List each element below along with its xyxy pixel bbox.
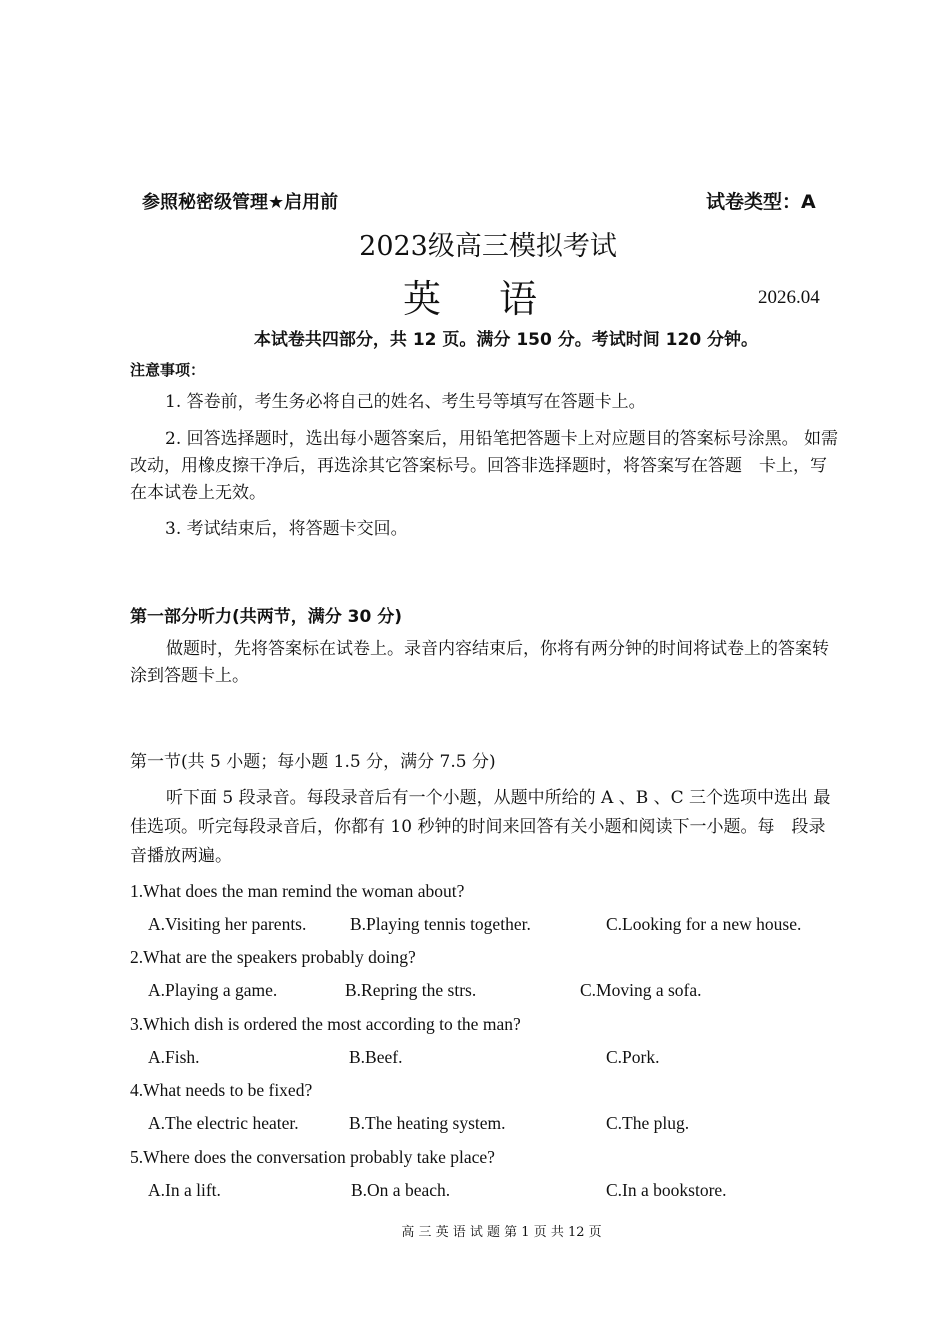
- question-2-option-a: A.Playing a game.: [148, 980, 278, 1000]
- question-1-option-b: B.Playing tennis together.: [350, 914, 531, 934]
- section1-instructions: 听下面 5 段录音。每段录音后有一个小题，从题中所给的 A 、B 、C 三个选项中选出 最佳选项。听完每段录音后，你都有 10 秒钟的时间来回答有关小题和阅读下一小题。每 段录音播放两遍。: [130, 788, 831, 866]
- page-footer: 高 三 英 语 试 题 第 1 页 共 12 页: [401, 1225, 602, 1240]
- question-5-option-c: C.In a bookstore.: [606, 1180, 727, 1200]
- question-4-option-c: C.The plug.: [606, 1113, 690, 1133]
- exam-date: 2026.04: [758, 287, 820, 308]
- subject-title: 英 语: [402, 277, 547, 321]
- paper-summary: 本试卷共四部分，共 12 页。满分 150 分。考试时间 120 分钟。: [253, 330, 759, 350]
- question-4-option-a: A.The electric heater.: [148, 1113, 299, 1133]
- notes-title: 注意事项：: [130, 361, 206, 379]
- question-5-option-b: B.On a beach.: [351, 1180, 451, 1200]
- question-4-option-b: B.The heating system.: [349, 1113, 506, 1133]
- exam-title: 2023级高三模拟考试: [359, 231, 617, 262]
- question-4-stem: 4.What needs to be fixed?: [130, 1080, 313, 1100]
- notes-item-3: 3. 考试结束后，将答题卡交回。: [165, 519, 408, 539]
- question-5-option-a: A.In a lift.: [148, 1180, 221, 1200]
- part1-instructions: 做题时，先将答案标在试卷上。录音内容结束后，你将有两分钟的时间将试卷上的答案转涂到答题卡上。: [130, 639, 829, 686]
- question-3-option-a: A.Fish.: [148, 1047, 200, 1067]
- section1-title: 第一节(共 5 小题；每小题 1.5 分，满分 7.5 分): [130, 752, 496, 772]
- notes-item-2: 2. 回答选择题时，选出每小题答案后，用铅笔把答题卡上对应题目的答案标号涂黑。 如需改动，用橡皮擦干净后，再选涂其它答案标号。回答非选择题时，将答案写在答题 卡上，写在本试卷上无效。: [130, 429, 839, 503]
- question-3-option-c: C.Pork.: [606, 1047, 660, 1067]
- confidential-label: 参照秘密级管理★启用前: [142, 192, 339, 213]
- notes-item-1: 1. 答卷前，考生务必将自己的姓名、考生号等填写在答题卡上。: [165, 392, 646, 412]
- question-1-option-c: C.Looking for a new house.: [606, 914, 802, 934]
- question-5-stem: 5.Where does the conversation probably take place?: [130, 1147, 495, 1167]
- part1-title: 第一部分听力(共两节，满分 30 分): [130, 607, 403, 627]
- question-1-option-a: A.Visiting her parents.: [148, 914, 307, 934]
- question-2-stem: 2.What are the speakers probably doing?: [130, 947, 416, 967]
- question-2-option-b: B.Repring the strs.: [345, 980, 477, 1000]
- question-2-option-c: C.Moving a sofa.: [580, 980, 702, 1000]
- question-1-stem: 1.What does the man remind the woman about?: [130, 881, 465, 901]
- question-3-stem: 3.Which dish is ordered the most according to the man?: [130, 1014, 521, 1034]
- question-3-option-b: B.Beef.: [349, 1047, 403, 1067]
- paper-type: 试卷类型：A: [706, 191, 816, 213]
